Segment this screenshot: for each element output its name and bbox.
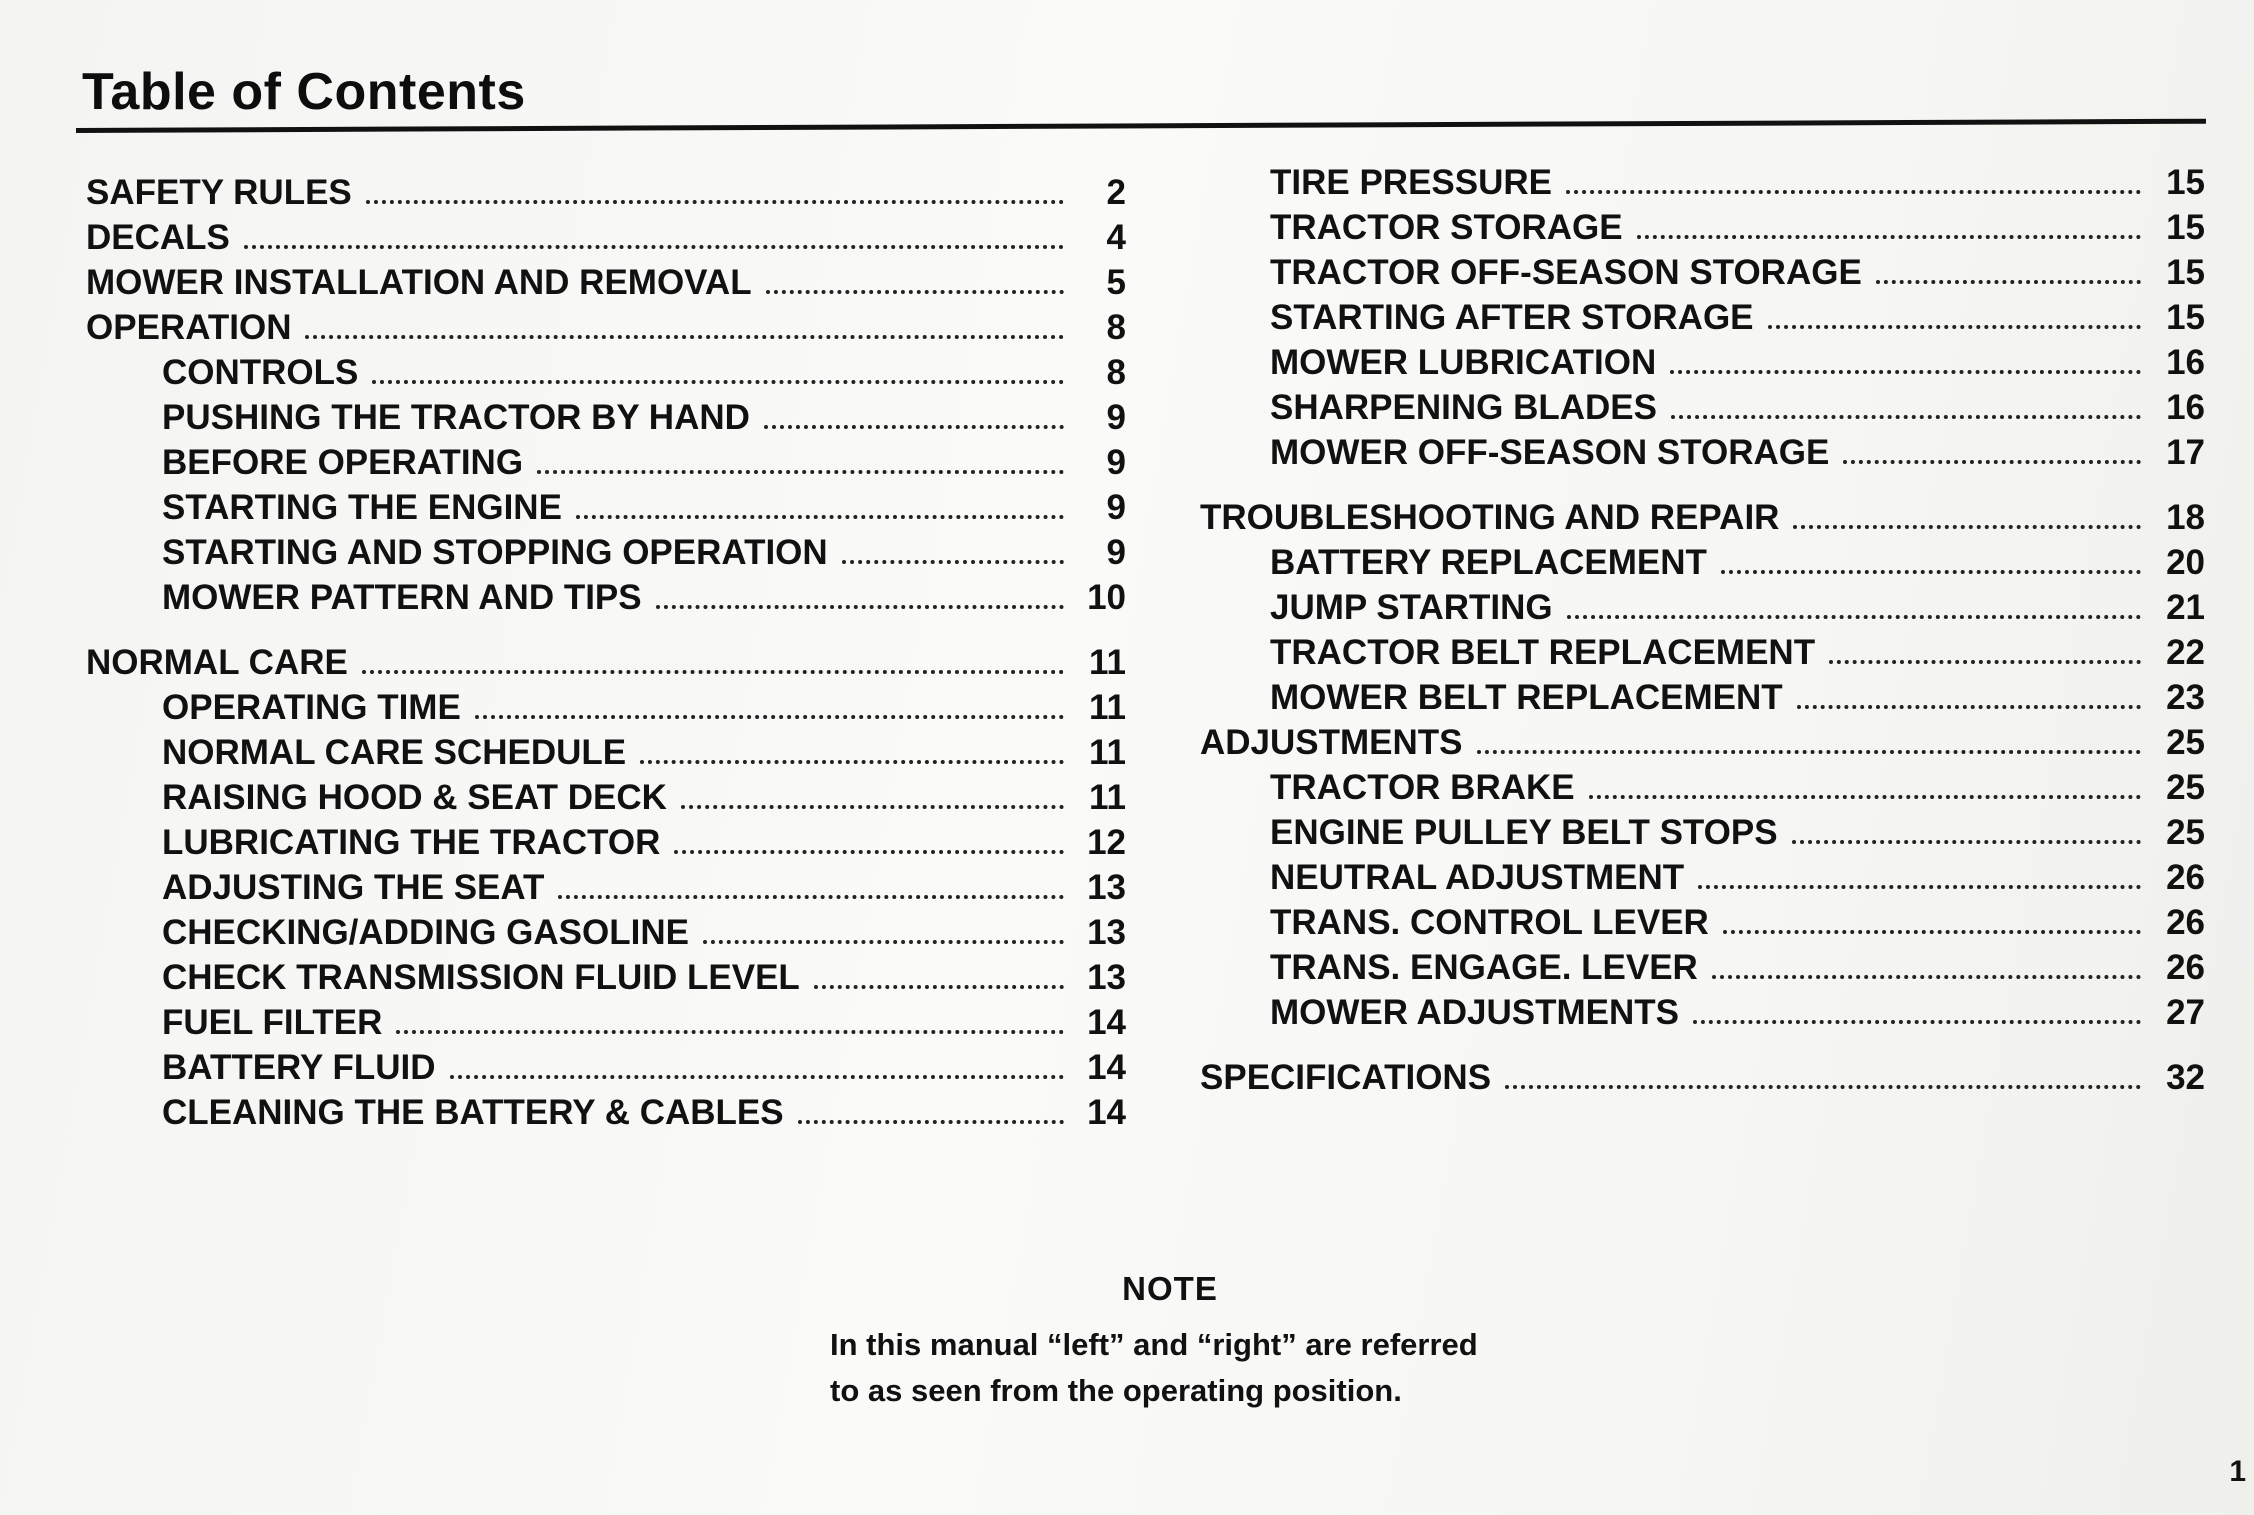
dot-leader xyxy=(656,605,1064,609)
toc-entry-page: 15 xyxy=(2166,253,2205,292)
toc-entry xyxy=(1200,495,2205,540)
toc-entry-page: 13 xyxy=(1087,868,1126,907)
toc-entry xyxy=(86,730,1126,775)
toc-entry xyxy=(1200,540,2205,585)
toc-entry xyxy=(1200,250,2205,295)
toc-entry-label: RAISING HOOD & SEAT DECK xyxy=(162,778,667,817)
dot-leader xyxy=(1477,750,2141,754)
toc-entry-page: 16 xyxy=(2166,388,2205,427)
toc-entry xyxy=(1200,1055,2205,1100)
toc-entry xyxy=(1200,720,2205,765)
toc-entry-page: 26 xyxy=(2166,858,2205,897)
toc-entry-label: PUSHING THE TRACTOR BY HAND xyxy=(162,398,750,437)
dot-leader xyxy=(1712,975,2141,979)
toc-entry-page: 14 xyxy=(1087,1093,1126,1132)
dot-leader xyxy=(475,715,1064,719)
toc-entry-page: 25 xyxy=(2166,768,2205,807)
toc-right-column xyxy=(1200,160,2205,1100)
toc-entry-page: 13 xyxy=(1087,958,1126,997)
dot-leader xyxy=(1566,190,2141,194)
dot-leader xyxy=(674,850,1064,854)
toc-entry-label: ADJUSTMENTS xyxy=(1200,723,1463,762)
toc-entry-page: 23 xyxy=(2166,678,2205,717)
toc-entry-label: TRANS. CONTROL LEVER xyxy=(1270,903,1709,942)
toc-entry xyxy=(86,685,1126,730)
toc-entry-page: 9 xyxy=(1106,398,1126,437)
toc-entry xyxy=(1200,630,2205,675)
toc-entry-page: 8 xyxy=(1106,308,1126,347)
toc-entry-label: TRACTOR OFF-SEASON STORAGE xyxy=(1270,253,1862,292)
toc-entry-label: STARTING AND STOPPING OPERATION xyxy=(162,533,828,572)
toc-entry-page: 9 xyxy=(1106,443,1126,482)
toc-entry-page: 15 xyxy=(2166,163,2205,202)
toc-entry-label: JUMP STARTING xyxy=(1270,588,1553,627)
dot-leader xyxy=(1793,525,2141,529)
dot-leader xyxy=(558,895,1064,899)
toc-entry-label: TRACTOR STORAGE xyxy=(1270,208,1623,247)
dot-leader xyxy=(1792,840,2141,844)
toc-entry-label: MOWER LUBRICATION xyxy=(1270,343,1657,382)
dot-leader xyxy=(1723,930,2141,934)
dot-leader xyxy=(1829,660,2141,664)
dot-leader xyxy=(372,380,1064,384)
toc-entry xyxy=(1200,295,2205,340)
toc-entry xyxy=(86,1000,1126,1045)
toc-entry-label: MOWER OFF-SEASON STORAGE xyxy=(1270,433,1830,472)
dot-leader xyxy=(1721,570,2141,574)
toc-entry xyxy=(1200,385,2205,430)
toc-entry-page: 16 xyxy=(2166,343,2205,382)
dot-leader xyxy=(842,560,1064,564)
toc-entry-label: ENGINE PULLEY BELT STOPS xyxy=(1270,813,1778,852)
dot-leader xyxy=(1671,415,2141,419)
toc-entry xyxy=(1200,855,2205,900)
toc-entry xyxy=(86,575,1126,620)
toc-entry-page: 26 xyxy=(2166,948,2205,987)
toc-entry-page: 15 xyxy=(2166,208,2205,247)
toc-entry-page: 25 xyxy=(2166,723,2205,762)
page-number: 1 xyxy=(2229,1455,2246,1488)
toc-entry-label: MOWER INSTALLATION AND REMOVAL xyxy=(86,263,752,302)
toc-entry-label: SAFETY RULES xyxy=(86,173,352,212)
toc-entry-page: 14 xyxy=(1087,1048,1126,1087)
dot-leader xyxy=(1876,280,2141,284)
toc-entry-page: 22 xyxy=(2166,633,2205,672)
dot-leader xyxy=(798,1120,1064,1124)
dot-leader xyxy=(366,200,1064,204)
toc-entry xyxy=(86,305,1126,350)
toc-entry-label: NORMAL CARE SCHEDULE xyxy=(162,733,627,772)
toc-entry-label: DECALS xyxy=(86,218,230,257)
toc-entry-label: TRACTOR BELT REPLACEMENT xyxy=(1270,633,1816,672)
dot-leader xyxy=(764,425,1064,429)
dot-leader xyxy=(1698,885,2141,889)
toc-entry-label: BEFORE OPERATING xyxy=(162,443,524,482)
toc-entry-label: MOWER BELT REPLACEMENT xyxy=(1270,678,1783,717)
toc-entry-page: 27 xyxy=(2166,993,2205,1032)
toc-entry-label: CHECKING/ADDING GASOLINE xyxy=(162,913,689,952)
toc-entry-label: ADJUSTING THE SEAT xyxy=(162,868,545,907)
toc-entry xyxy=(86,170,1126,215)
dot-leader xyxy=(1589,795,2141,799)
toc-entry-label: NEUTRAL ADJUSTMENT xyxy=(1270,858,1685,897)
toc-entry xyxy=(1200,340,2205,385)
dot-leader xyxy=(1567,615,2141,619)
toc-entry-page: 20 xyxy=(2166,543,2205,582)
note-box xyxy=(830,1270,1510,1414)
toc-entry-page: 18 xyxy=(2166,498,2205,537)
toc-entry xyxy=(86,865,1126,910)
toc-entry-page: 12 xyxy=(1087,823,1126,862)
dot-leader xyxy=(1797,705,2141,709)
toc-entry xyxy=(1200,585,2205,630)
toc-entry xyxy=(86,910,1126,955)
toc-entry-page: 11 xyxy=(1089,688,1126,727)
dot-leader xyxy=(814,985,1064,989)
toc-entry-page: 26 xyxy=(2166,903,2205,942)
toc-entry-label: TIRE PRESSURE xyxy=(1270,163,1552,202)
toc-entry xyxy=(1200,900,2205,945)
dot-leader xyxy=(362,670,1064,674)
toc-entry-label: TRACTOR BRAKE xyxy=(1270,768,1575,807)
dot-leader xyxy=(703,940,1064,944)
toc-entry xyxy=(86,1090,1126,1135)
toc-entry-page: 10 xyxy=(1087,578,1126,617)
toc-entry-page: 11 xyxy=(1089,643,1126,682)
toc-entry xyxy=(1200,810,2205,855)
dot-leader xyxy=(396,1030,1064,1034)
toc-entry xyxy=(86,530,1126,575)
dot-leader xyxy=(537,470,1064,474)
toc-entry-label: SHARPENING BLADES xyxy=(1270,388,1657,427)
dot-leader xyxy=(244,245,1064,249)
toc-entry-page: 9 xyxy=(1106,488,1126,527)
toc-entry-label: TRANS. ENGAGE. LEVER xyxy=(1270,948,1698,987)
toc-entry-label: LUBRICATING THE TRACTOR xyxy=(162,823,661,862)
toc-entry xyxy=(86,955,1126,1000)
toc-entry-page: 2 xyxy=(1106,173,1126,212)
toc-entry-label: MOWER ADJUSTMENTS xyxy=(1270,993,1679,1032)
toc-entry-label: CHECK TRANSMISSION FLUID LEVEL xyxy=(162,958,800,997)
toc-entry-page: 4 xyxy=(1106,218,1126,257)
toc-entry-page: 32 xyxy=(2166,1058,2205,1097)
toc-entry-page: 5 xyxy=(1106,263,1126,302)
toc-entry xyxy=(86,640,1126,685)
toc-entry-label: CLEANING THE BATTERY & CABLES xyxy=(162,1093,784,1132)
toc-entry xyxy=(86,820,1126,865)
toc-entry-label: BATTERY FLUID xyxy=(162,1048,436,1087)
toc-entry-page: 11 xyxy=(1089,778,1126,817)
toc-entry-page: 8 xyxy=(1106,353,1126,392)
toc-entry-label: STARTING THE ENGINE xyxy=(162,488,562,527)
dot-leader xyxy=(766,290,1064,294)
toc-entry xyxy=(86,350,1126,395)
toc-entry-label: CONTROLS xyxy=(162,353,359,392)
toc-entry-label: FUEL FILTER xyxy=(162,1003,383,1042)
dot-leader xyxy=(1843,460,2141,464)
dot-leader xyxy=(1670,370,2141,374)
dot-leader xyxy=(1505,1085,2141,1089)
toc-entry-label: STARTING AFTER STORAGE xyxy=(1270,298,1754,337)
toc-entry-page: 15 xyxy=(2166,298,2205,337)
toc-entry-label: OPERATING TIME xyxy=(162,688,461,727)
toc-entry xyxy=(1200,765,2205,810)
toc-entry xyxy=(86,485,1126,530)
toc-entry-page: 11 xyxy=(1089,733,1126,772)
toc-entry-page: 25 xyxy=(2166,813,2205,852)
toc-entry-label: TROUBLESHOOTING AND REPAIR xyxy=(1200,498,1780,537)
toc-entry xyxy=(86,1045,1126,1090)
toc-entry xyxy=(86,440,1126,485)
toc-entry xyxy=(86,215,1126,260)
note-heading: NOTE xyxy=(1122,1270,1218,1307)
toc-entry-page: 21 xyxy=(2166,588,2205,627)
toc-entry-label: BATTERY REPLACEMENT xyxy=(1270,543,1707,582)
toc-entry-page: 17 xyxy=(2166,433,2205,472)
toc-entry xyxy=(1200,430,2205,475)
dot-leader xyxy=(640,760,1064,764)
toc-entry-label: NORMAL CARE xyxy=(86,643,348,682)
toc-entry-label: MOWER PATTERN AND TIPS xyxy=(162,578,642,617)
dot-leader xyxy=(450,1075,1064,1079)
dot-leader xyxy=(576,515,1064,519)
toc-entry-page: 13 xyxy=(1087,913,1126,952)
toc-entry xyxy=(86,775,1126,820)
toc-entry xyxy=(1200,990,2205,1035)
dot-leader xyxy=(1768,325,2141,329)
note-text: In this manual “left” and “right” are referred to as seen from the operating position. xyxy=(830,1327,1478,1408)
toc-entry xyxy=(1200,945,2205,990)
dot-leader xyxy=(1693,1020,2141,1024)
toc-entry-page: 14 xyxy=(1087,1003,1126,1042)
toc-entry xyxy=(1200,205,2205,250)
toc-entry xyxy=(1200,675,2205,720)
dot-leader xyxy=(1637,235,2141,239)
dot-leader xyxy=(305,335,1064,339)
toc-left-column xyxy=(86,170,1126,1135)
toc-entry-page: 9 xyxy=(1106,533,1126,572)
toc-entry-label: SPECIFICATIONS xyxy=(1200,1058,1492,1097)
toc-entry xyxy=(86,260,1126,305)
dot-leader xyxy=(681,805,1064,809)
toc-entry xyxy=(1200,160,2205,205)
page-title: Table of Contents xyxy=(82,63,526,121)
toc-entry-label: OPERATION xyxy=(86,308,292,347)
toc-entry xyxy=(86,395,1126,440)
